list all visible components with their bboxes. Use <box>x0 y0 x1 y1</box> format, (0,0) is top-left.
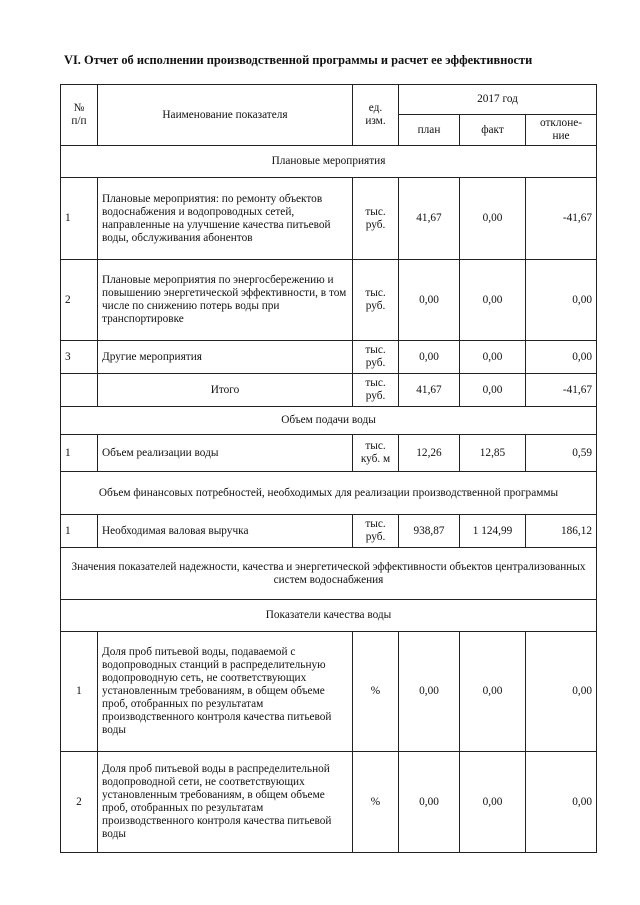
section-title-quality: Показатели качества воды <box>61 600 597 632</box>
row-unit: тыс. руб. <box>353 515 399 548</box>
row-name: Доля проб питьевой воды в распределительной водопроводной сети, не соответствующих установленным требованиям, в общем объеме проб, отобранных по результатам производственного контроля качества питьевой воды <box>98 752 353 853</box>
row-num: 3 <box>61 341 98 374</box>
row-plan: 0,00 <box>399 632 460 752</box>
row-name: Другие мероприятия <box>98 341 353 374</box>
row-unit: тыс. руб. <box>353 374 399 407</box>
table-row <box>61 260 597 341</box>
header-fact: факт <box>460 115 526 146</box>
section-row <box>61 407 597 435</box>
section-title-finance: Объем финансовых потребностей, необходимых для реализации производственной программы <box>61 472 597 515</box>
row-plan: 938,87 <box>399 515 460 548</box>
row-plan: 0,00 <box>399 341 460 374</box>
row-plan: 41,67 <box>399 374 460 407</box>
table-row <box>61 632 597 752</box>
header-plan: план <box>399 115 460 146</box>
table-row <box>61 515 597 548</box>
row-plan: 0,00 <box>399 752 460 853</box>
header-unit: ед. изм. <box>353 85 399 146</box>
row-unit: % <box>353 632 399 752</box>
report-title: VI. Отчет об исполнении производственной программы и расчет ее эффективности <box>64 53 533 67</box>
row-unit: тыс. куб. м <box>353 435 399 472</box>
row-deviation: -41,67 <box>526 178 597 260</box>
header-deviation: отклоне- ние <box>526 115 597 146</box>
table-row <box>61 341 597 374</box>
row-plan: 0,00 <box>399 260 460 341</box>
row-name: Плановые мероприятия: по ремонту объектов водоснабжения и водопроводных сетей, направленные на улучшение качества питьевой воды, обслуживания абонентов <box>98 178 353 260</box>
row-num <box>61 374 98 407</box>
row-unit: тыс. руб. <box>353 178 399 260</box>
row-num: 2 <box>61 260 98 341</box>
row-unit: тыс. руб. <box>353 260 399 341</box>
row-plan: 12,26 <box>399 435 460 472</box>
section-row <box>61 600 597 632</box>
section-title-supply: Объем подачи воды <box>61 407 597 435</box>
header-num: № п/п <box>61 85 98 146</box>
section-row <box>61 472 597 515</box>
table-row <box>61 752 597 853</box>
header-year: 2017 год <box>399 85 597 115</box>
section-title-reliability: Значения показателей надежности, качества и энергетической эффективности объектов централизованных систем водоснабжения <box>61 548 597 600</box>
row-plan: 41,67 <box>399 178 460 260</box>
row-fact: 0,00 <box>460 260 526 341</box>
row-num: 2 <box>61 752 98 853</box>
row-deviation: 0,00 <box>526 341 597 374</box>
row-num: 1 <box>61 178 98 260</box>
row-deviation: 0,00 <box>526 260 597 341</box>
row-fact: 0,00 <box>460 632 526 752</box>
row-deviation: 0,00 <box>526 632 597 752</box>
row-num: 1 <box>61 515 98 548</box>
section-row <box>61 548 597 600</box>
row-deviation: 0,59 <box>526 435 597 472</box>
row-fact: 0,00 <box>460 374 526 407</box>
table-header-row <box>61 85 597 115</box>
row-deviation: 0,00 <box>526 752 597 853</box>
row-name: Плановые мероприятия по энергосбережению и повышению энергетической эффективности, в том числе по снижению потерь воды при транспортировке <box>98 260 353 341</box>
total-row <box>61 374 597 407</box>
row-deviation: -41,67 <box>526 374 597 407</box>
table-row <box>61 178 597 260</box>
row-fact: 0,00 <box>460 178 526 260</box>
row-deviation: 186,12 <box>526 515 597 548</box>
row-unit: тыс. руб. <box>353 341 399 374</box>
row-name: Объем реализации воды <box>98 435 353 472</box>
total-label: Итого <box>98 374 353 407</box>
row-fact: 12,85 <box>460 435 526 472</box>
row-name: Доля проб питьевой воды, подаваемой с водопроводных станций в распределительную водопроводную сеть, не соответствующих установленным требованиям, в общем объеме проб, отобранных по результатам производственного контроля качества питьевой воды <box>98 632 353 752</box>
row-fact: 0,00 <box>460 752 526 853</box>
header-name: Наименование показателя <box>98 85 353 146</box>
row-num: 1 <box>61 632 98 752</box>
row-fact: 1 124,99 <box>460 515 526 548</box>
row-num: 1 <box>61 435 98 472</box>
row-name: Необходимая валовая выручка <box>98 515 353 548</box>
row-unit: % <box>353 752 399 853</box>
section-title-planned: Плановые мероприятия <box>61 146 597 178</box>
table-row <box>61 435 597 472</box>
row-fact: 0,00 <box>460 341 526 374</box>
section-row <box>61 146 597 178</box>
report-table <box>60 84 597 853</box>
